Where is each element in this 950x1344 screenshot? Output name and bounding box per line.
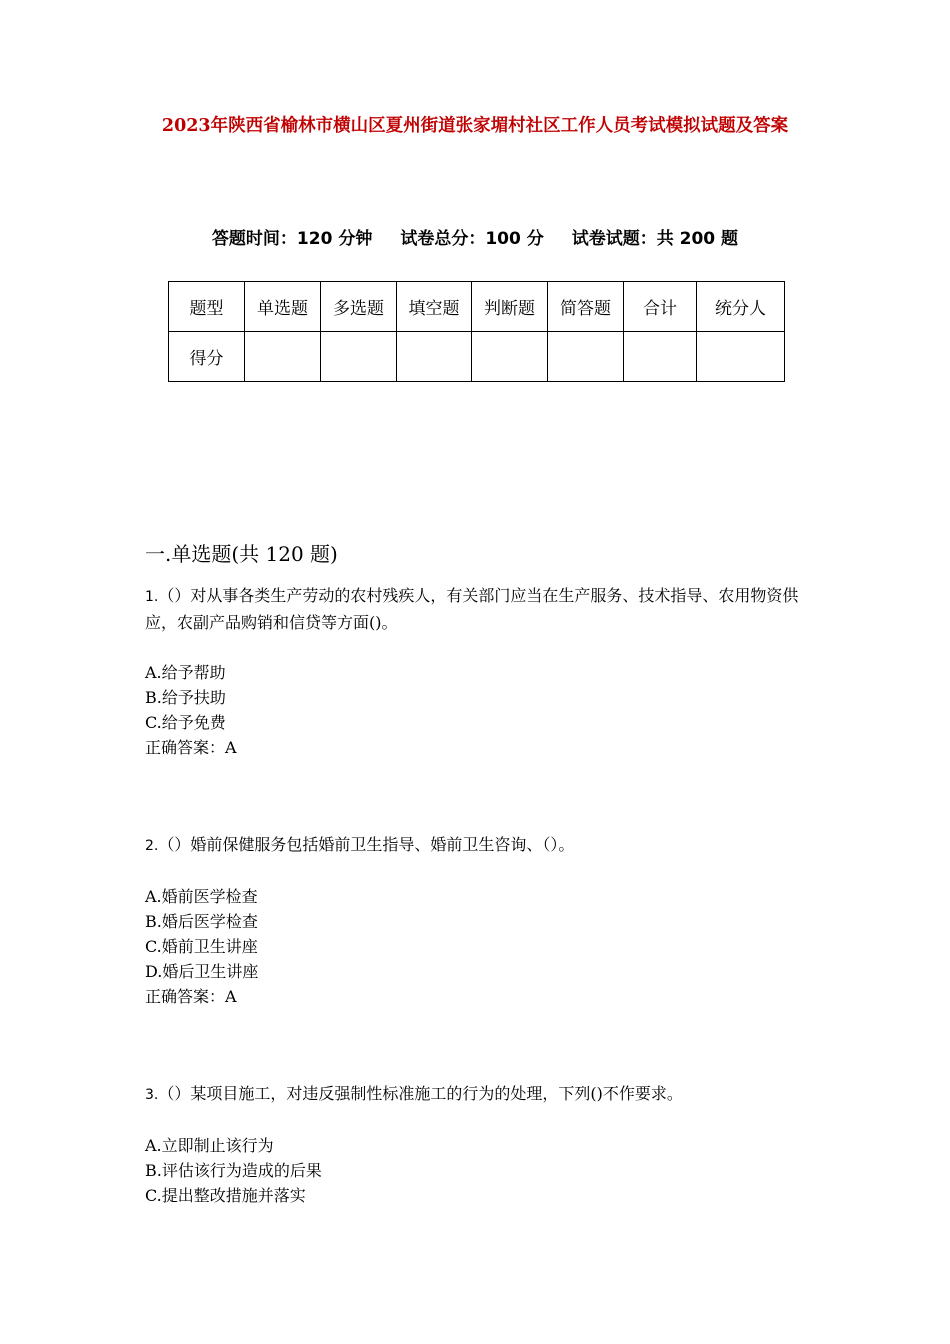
score-header-cell: 合计: [624, 282, 697, 332]
score-cell: [472, 332, 548, 382]
option: A.立即制止该行为: [145, 1136, 274, 1155]
question-stem: [145, 1081, 825, 1108]
question-stem: [145, 583, 825, 635]
question-text: （）某项目施工，对违反强制性标准施工的行为的处理，下列()不作要求。: [158, 1084, 683, 1103]
score-cell: [548, 332, 624, 382]
correct-answer: 正确答案：A: [145, 987, 237, 1006]
option: B.评估该行为造成的后果: [145, 1161, 322, 1180]
option: A.婚前医学检查: [145, 887, 258, 906]
score-table-header-row: [169, 282, 785, 332]
option: C.提出整改措施并落实: [145, 1186, 306, 1205]
question-options: [145, 1133, 825, 1208]
question-1: [145, 583, 825, 760]
score-cell: [624, 332, 697, 382]
score-cell: [397, 332, 472, 382]
score-header-cell: 统分人: [697, 282, 785, 332]
correct-answer: 正确答案：A: [145, 738, 237, 757]
exam-total-score: 试卷总分：100 分: [400, 229, 544, 249]
score-header-cell: 简答题: [548, 282, 624, 332]
score-table-score-row: [169, 332, 785, 382]
question-number: 1.: [145, 589, 159, 605]
score-cell: [697, 332, 785, 382]
question-options: [145, 884, 825, 1009]
section-title: 一.单选题(共 120 题): [145, 542, 338, 566]
exam-question-count: 试卷试题：共 200 题: [571, 229, 739, 249]
question-text: （）婚前保健服务包括婚前卫生指导、婚前卫生咨询、（）。: [158, 835, 575, 854]
option: D.婚后卫生讲座: [145, 962, 259, 981]
question-number: 2.: [145, 838, 159, 854]
question-options: [145, 660, 825, 760]
question-stem: [145, 832, 825, 859]
exam-time: 答题时间：120 分钟: [211, 229, 373, 249]
score-header-cell: 判断题: [472, 282, 548, 332]
option: C.婚前卫生讲座: [145, 937, 258, 956]
question-3: [145, 1081, 825, 1208]
score-header-cell: 单选题: [245, 282, 321, 332]
question-text: （）对从事各类生产劳动的农村残疾人，有关部门应当在生产服务、技术指导、农用物资供应，农副产品购销和信贷等方面()。: [145, 586, 799, 632]
exam-meta: [0, 226, 950, 252]
score-cell: [245, 332, 321, 382]
score-header-cell: 多选题: [321, 282, 397, 332]
option: A.给予帮助: [145, 663, 226, 682]
score-cell: [321, 332, 397, 382]
option: B.给予扶助: [145, 688, 226, 707]
score-header-cell: 填空题: [397, 282, 472, 332]
question-number: 3.: [145, 1087, 159, 1103]
score-header-cell: 题型: [169, 282, 245, 332]
option: B.婚后医学检查: [145, 912, 258, 931]
score-row-label: 得分: [169, 332, 245, 382]
document-title: 2023年陕西省榆林市横山区夏州街道张家堳村社区工作人员考试模拟试题及答案: [161, 116, 789, 136]
score-table: [168, 281, 785, 382]
question-2: [145, 832, 825, 1009]
option: C.给予免费: [145, 713, 226, 732]
